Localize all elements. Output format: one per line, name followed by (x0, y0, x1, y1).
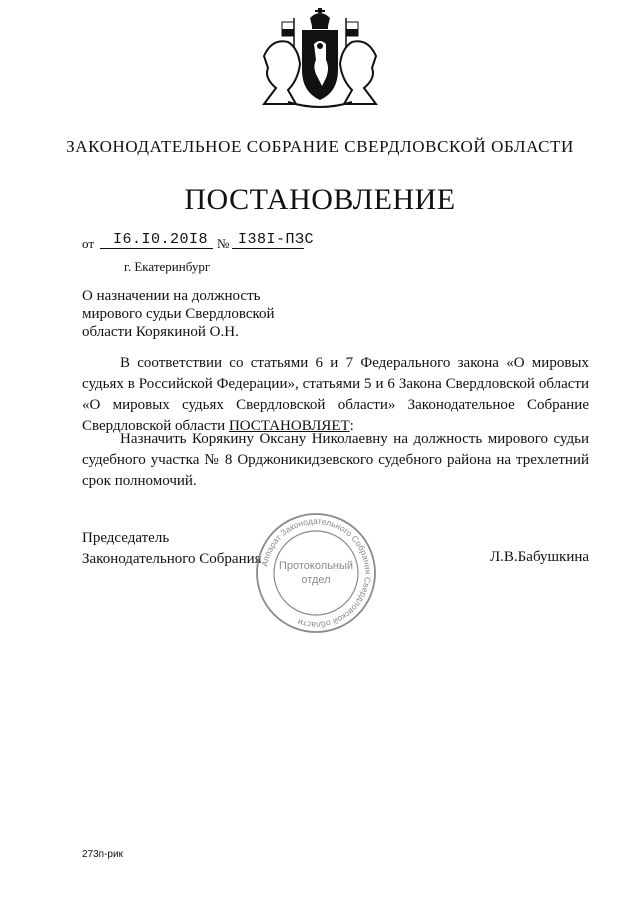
signature-title-line: Председатель (82, 530, 170, 546)
document-date: I6.I0.20I8 (113, 231, 209, 248)
paragraph-decision: Назначить Корякину Оксану Николаевну на должность мирового судьи судебного участка № 8 Орджоникидзевского судебного района на трехлетний срок полномочий. (82, 431, 589, 489)
stamp-outer-text: Аппарат Законодательного Собрания Свердловской области (259, 515, 374, 631)
shield-icon (302, 30, 338, 100)
round-stamp (254, 511, 378, 635)
crown-icon (310, 8, 330, 29)
paragraph-legal-basis (82, 353, 589, 437)
left-griffin-icon (264, 41, 300, 104)
paragraph-colon: : (349, 418, 354, 434)
footer-code: 273п-рик (82, 849, 123, 860)
stamp-inner-line: Протокольный (278, 560, 354, 572)
resolution-keyword: ПОСТАНОВЛЯЕТ (228, 418, 350, 434)
organization-name: ЗАКОНОДАТЕЛЬНОЕ СОБРАНИЕ СВЕРДЛОВСКОЙ ОБЛАСТИ (66, 137, 574, 156)
signatory-name: Л.В.Бабушкина (490, 549, 590, 565)
number-underline (232, 248, 304, 249)
document-number: I38I-ПЗС (238, 231, 315, 248)
number-prefix: № (217, 236, 230, 251)
subject-line: области Корякиной О.Н. (82, 324, 239, 340)
svg-text:Аппарат Законодательного Собра (259, 516, 373, 630)
subject-block (82, 287, 275, 341)
city: г. Екатеринбург (124, 259, 211, 274)
date-underline (100, 248, 213, 249)
signature-title (82, 528, 262, 570)
subject-line: мирового судьи Свердловской (82, 306, 275, 322)
signature-title-line: Законодательного Собрания (82, 551, 262, 567)
paragraph-text: В соответствии со статьями 6 и 7 Федерального закона «О мировых судьях в Российской Федерации», статьями 5 и 6 Закона Свердловской области «О мировых судьях Свердловской области» Законодательное Собрание Свердловской области (82, 355, 589, 434)
subject-line: О назначении на должность (82, 288, 261, 304)
coat-of-arms-emblem (258, 8, 382, 110)
stamp-inner-line: отдел (301, 574, 331, 586)
document-type-title: ПОСТАНОВЛЕНИЕ (184, 183, 456, 216)
date-prefix: от (82, 236, 95, 251)
right-griffin-icon (340, 41, 376, 104)
